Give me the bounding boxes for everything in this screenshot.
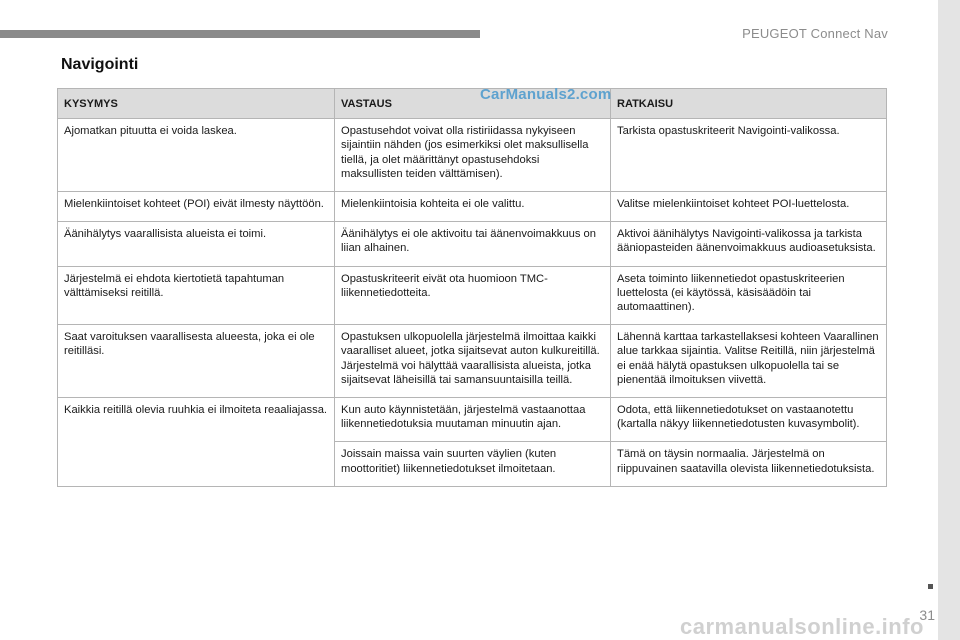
table-row: [58, 398, 887, 442]
question-cell: Järjestelmä ei ehdota kiertotietä tapahtuman välttämiseksi reitillä.: [58, 266, 335, 325]
table-row: [58, 442, 887, 486]
faq-table: [57, 88, 887, 487]
question-cell: [58, 442, 335, 486]
column-header-question: KYSYMYS: [58, 89, 335, 119]
solution-cell: Odota, että liikennetiedotukset on vastaanotettu (kartalla näkyy liikennetiedotusten kuvasymbolit).: [611, 398, 887, 442]
solution-cell: Tarkista opastuskriteerit Navigointi-valikossa.: [611, 119, 887, 192]
solution-cell: Aktivoi äänihälytys Navigointi-valikossa ja tarkista ääniopasteiden äänenvoimakkuus audioasetuksista.: [611, 222, 887, 266]
table-header-row: [58, 89, 887, 119]
column-header-solution: RATKAISU: [611, 89, 887, 119]
answer-cell: Opastuksen ulkopuolella järjestelmä ilmoittaa kaikki vaaralliset alueet, jotka sijaitsevat auton kulkureitillä. Järjestelmä voi hälyttää vaarallisista alueista, jotka sijaitsevat läheisillä tai samansuuntaisilla teillä.: [335, 325, 611, 398]
solution-cell: Aseta toiminto liikennetiedot opastuskriteerien luettelosta (ei käytössä, käsisäädöin tai automaattinen).: [611, 266, 887, 325]
table-row: [58, 192, 887, 222]
answer-cell: Joissain maissa vain suurten väylien (kuten moottoritiet) liikennetiedotukset ilmoitetaan.: [335, 442, 611, 486]
page-number: 31: [919, 607, 935, 623]
table-row: [58, 325, 887, 398]
question-cell: Saat varoituksen vaarallisesta alueesta, joka ei ole reitilläsi.: [58, 325, 335, 398]
column-header-answer: VASTAUS: [335, 89, 611, 119]
answer-cell: Mielenkiintoisia kohteita ei ole valittu.: [335, 192, 611, 222]
answer-cell: Opastuskriteerit eivät ota huomioon TMC-liikennetiedotteita.: [335, 266, 611, 325]
table-row: [58, 222, 887, 266]
solution-cell: Tämä on täysin normaalia. Järjestelmä on riippuvainen saatavilla olevista liikennetiedotuksista.: [611, 442, 887, 486]
solution-cell: Valitse mielenkiintoiset kohteet POI-luettelosta.: [611, 192, 887, 222]
table-row: [58, 119, 887, 192]
section-title: Navigointi: [61, 56, 139, 73]
question-cell: Mielenkiintoiset kohteet (POI) eivät ilmesty näyttöön.: [58, 192, 335, 222]
side-tab-strip: [938, 0, 960, 640]
question-cell: Kaikkia reitillä olevia ruuhkia ei ilmoiteta reaaliajassa.: [58, 398, 335, 442]
watermark-bottom: carmanualsonline.info: [680, 614, 924, 639]
answer-cell: Kun auto käynnistetään, järjestelmä vastaanottaa liikennetiedotuksia muutaman minuutin ajan.: [335, 398, 611, 442]
header-brand: PEUGEOT Connect Nav: [742, 26, 888, 41]
answer-cell: Opastusehdot voivat olla ristiriidassa nykyiseen sijaintiin nähden (jos esimerkiksi olet maksullisella tiellä, ja olet määrittänyt opastusehdoksi maksullisten teiden välttämisen).: [335, 119, 611, 192]
answer-cell: Äänihälytys ei ole aktivoitu tai äänenvoimakkuus on liian alhainen.: [335, 222, 611, 266]
question-cell: Äänihälytys vaarallisista alueista ei toimi.: [58, 222, 335, 266]
section-bullet-icon: [928, 584, 933, 589]
header-rule: [0, 30, 480, 38]
solution-cell: Lähennä karttaa tarkastellaksesi kohteen Vaarallinen alue tarkkaa sijaintia. Valitse Reitillä, niin järjestelmä ei enää hälytä opastuksen ulkopuolella tai se pienentää ilmoituksen viivettä.: [611, 325, 887, 398]
table-row: [58, 266, 887, 325]
watermark-top: CarManuals2.com: [480, 86, 612, 103]
question-cell: Ajomatkan pituutta ei voida laskea.: [58, 119, 335, 192]
